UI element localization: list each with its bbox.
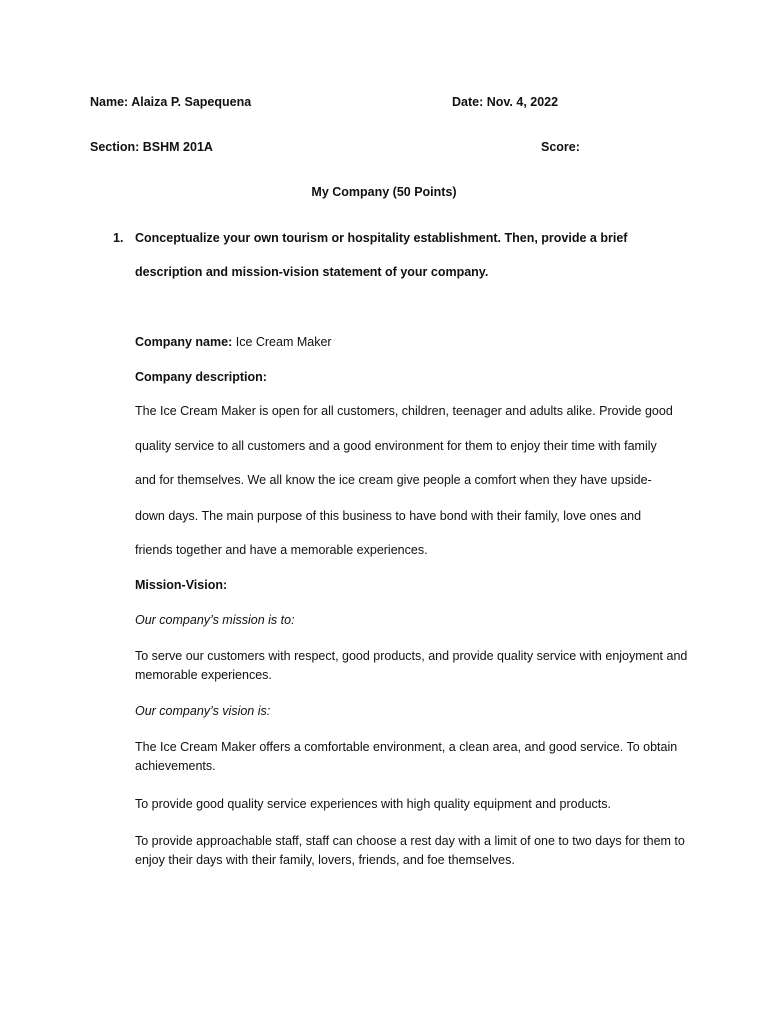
page-title: My Company (50 Points) bbox=[311, 185, 457, 199]
mission-vision-label: Mission-Vision: bbox=[135, 578, 228, 592]
vision-statement-3: To provide approachable staff, staff can choose a rest day with a limit of one to two days for them to enjoy their days with their family, lovers, friends, and foe themselves. bbox=[135, 834, 685, 867]
description-line: down days. The main purpose of this business to have bond with their family, love ones and bbox=[135, 509, 642, 523]
description-line: quality service to all customers and a good environment for them to enjoy their time with family bbox=[135, 439, 657, 453]
vision-statement-1: The Ice Cream Maker offers a comfortable environment, a clean area, and good service. To obtain achievements. bbox=[135, 740, 678, 773]
vision-statement-2: To provide good quality service experiences with high quality equipment and products. bbox=[135, 797, 611, 811]
question-line-2: description and mission-vision statement of your company. bbox=[135, 265, 489, 279]
student-section: Section: BSHM 201A bbox=[90, 140, 213, 154]
question-number: 1. bbox=[113, 231, 124, 245]
submission-date: Date: Nov. 4, 2022 bbox=[452, 95, 559, 109]
company-description-label: Company description: bbox=[135, 370, 267, 384]
description-line: and for themselves. We all know the ice cream give people a comfort when they have upside- bbox=[135, 473, 652, 487]
student-name: Name: Alaiza P. Sapequena bbox=[90, 95, 252, 109]
description-line: friends together and have a memorable experiences. bbox=[135, 543, 428, 557]
mission-intro: Our company’s mission is to: bbox=[135, 613, 295, 627]
vision-intro: Our company’s vision is: bbox=[135, 704, 271, 718]
company-name-value: Ice Cream Maker bbox=[232, 335, 332, 349]
question-line-1: Conceptualize your own tourism or hospitality establishment. Then, provide a brief bbox=[135, 231, 628, 245]
company-name-row bbox=[135, 335, 332, 349]
description-line: The Ice Cream Maker is open for all customers, children, teenager and adults alike. Provide good bbox=[135, 404, 673, 418]
mission-statement: To serve our customers with respect, good products, and provide quality service with enjoyment and memorable experiences. bbox=[135, 649, 688, 682]
company-name-label: Company name: bbox=[135, 335, 233, 349]
score-label: Score: bbox=[541, 140, 580, 154]
